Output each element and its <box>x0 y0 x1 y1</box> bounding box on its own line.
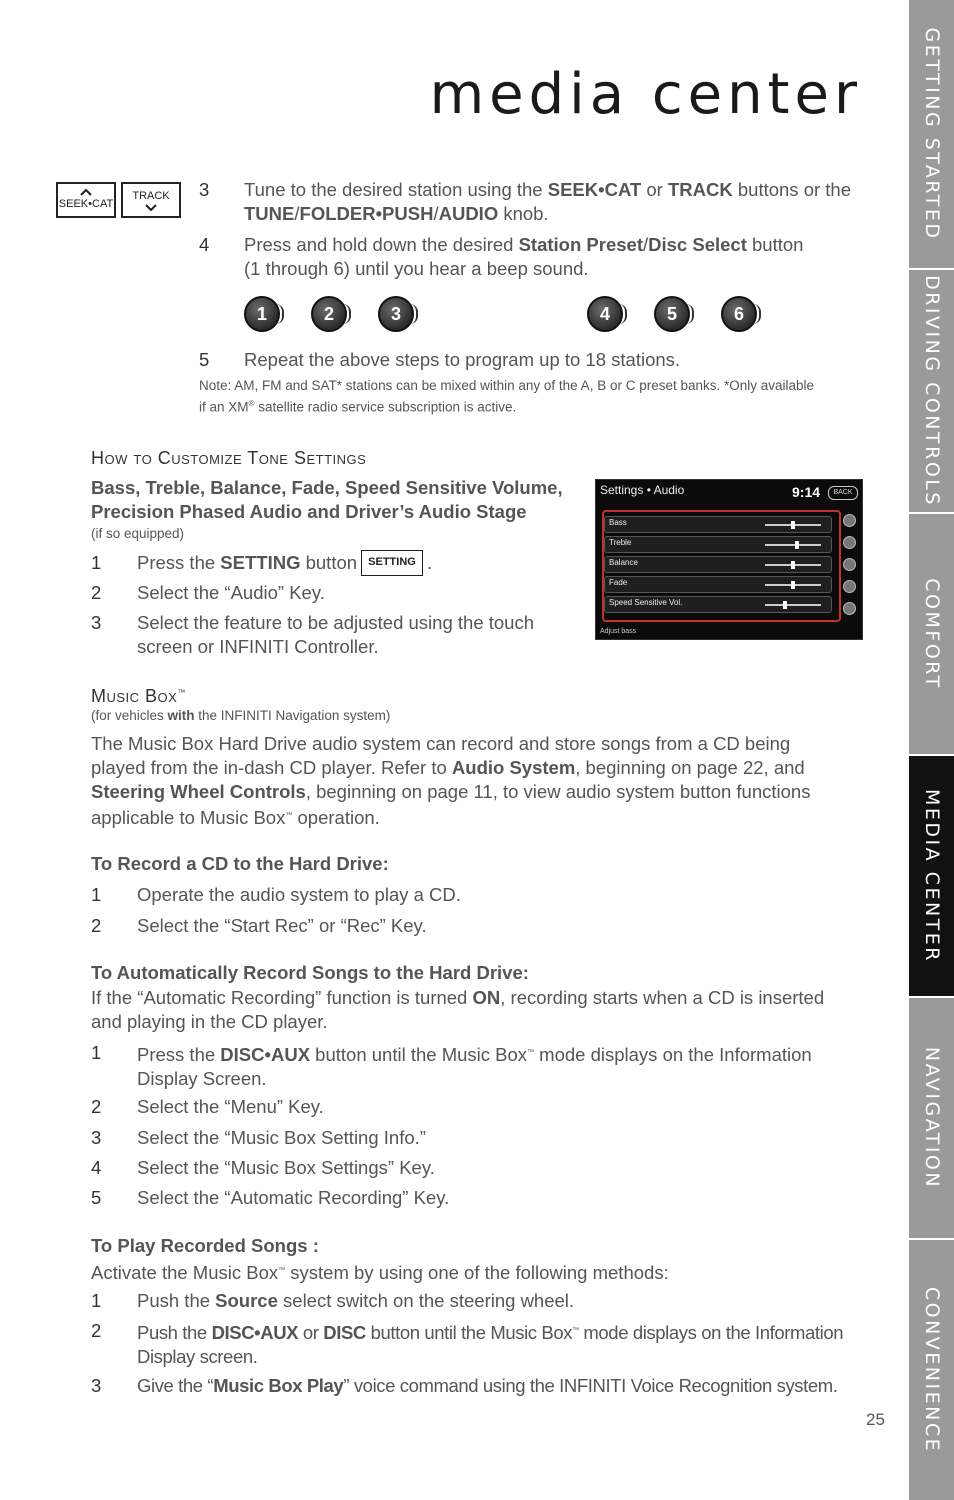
step-number: 2 <box>91 1320 102 1341</box>
tab-navigation[interactable] <box>909 998 954 1238</box>
text: button until the Music Box <box>310 1044 528 1066</box>
text: TUNE <box>244 203 295 224</box>
text: AUDIO <box>438 203 499 224</box>
page-title: media center <box>429 62 862 127</box>
record-step-1: Operate the audio system to play a CD. <box>137 884 461 905</box>
step-number: 1 <box>91 552 102 573</box>
text: or <box>641 179 668 200</box>
chevron-up-icon <box>79 188 93 196</box>
auto-record-heading: To Automatically Record Songs to the Hard Drive: <box>91 962 529 983</box>
row-label: Treble <box>609 538 632 547</box>
text: SETTING <box>220 552 301 573</box>
text: , beginning on page 22, and <box>575 757 805 778</box>
step-number: 3 <box>199 179 210 200</box>
equipped-note: (if so equipped) <box>91 526 185 541</box>
tone-subheading <box>91 476 563 524</box>
preset-6-icon: 6 <box>721 296 757 332</box>
text: ON <box>472 987 501 1008</box>
text: Push the <box>137 1290 216 1311</box>
screen-row-bass <box>604 516 832 533</box>
text: Select the feature to be adjusted using the touch <box>137 612 535 633</box>
text: Disc Select <box>648 234 747 255</box>
text: buttons or the <box>732 179 852 200</box>
screen-row-balance <box>604 556 832 573</box>
text: Activate the Music Box <box>91 1262 279 1284</box>
auto-step-3: Select the “Music Box Setting Info.” <box>137 1127 426 1148</box>
tab-label: GETTING STARTED <box>920 27 943 241</box>
page-number: 25 <box>866 1410 885 1429</box>
text: DISC <box>323 1322 366 1344</box>
slider-knob <box>791 521 795 529</box>
slider-knob <box>791 581 795 589</box>
period: . <box>427 552 433 573</box>
text: Source <box>215 1290 278 1311</box>
text: SEEK•CAT <box>547 179 642 200</box>
step-number: 4 <box>199 234 210 255</box>
trademark: ™ <box>278 1267 286 1274</box>
text: button <box>746 234 804 255</box>
slider-track <box>765 524 821 526</box>
text: DISC•AUX <box>220 1044 311 1066</box>
step-number: 5 <box>199 349 210 370</box>
text: Station Preset <box>518 234 643 255</box>
text: , recording starts when a CD is inserted <box>500 987 825 1008</box>
step-3-text <box>244 178 884 226</box>
text: The Music Box Hard Drive audio system can record and store songs from a CD being <box>91 733 791 754</box>
text: button until the Music Box <box>365 1322 573 1344</box>
step-number: 5 <box>91 1187 102 1208</box>
play-paragraph <box>91 1259 881 1285</box>
scroll-dot-icon <box>843 536 856 549</box>
text: Steering Wheel Controls <box>91 781 306 802</box>
trademark: ™ <box>527 1049 535 1056</box>
text: select switch on the steering wheel. <box>277 1290 575 1311</box>
note <box>199 377 879 417</box>
screen-title: Settings • Audio <box>600 483 685 497</box>
text: Audio System <box>451 757 576 778</box>
scroll-dot-icon <box>843 580 856 593</box>
play-step-3 <box>137 1374 882 1398</box>
seek-cat-label: SEEK•CAT <box>58 198 114 210</box>
track-button-icon <box>121 182 181 218</box>
auto-step-5: Select the “Automatic Recording” Key. <box>137 1187 450 1208</box>
trademark: ™ <box>285 812 293 819</box>
text: Press the <box>137 1044 221 1066</box>
setting-label: SETTING <box>368 556 416 568</box>
preset-1-icon: 1 <box>244 296 280 332</box>
text: Press and hold down the desired <box>244 234 519 255</box>
text: Tune to the desired station using the <box>244 179 548 200</box>
tab-driving-controls[interactable] <box>909 270 954 512</box>
step-number: 3 <box>91 1375 102 1396</box>
text: Music Box Play <box>213 1375 344 1396</box>
text: Press the <box>137 552 221 573</box>
step-number: 2 <box>91 915 102 936</box>
text: (1 through 6) until you hear a beep sound. <box>244 258 589 279</box>
tone-step-2: Select the “Audio” Key. <box>137 582 325 603</box>
text: / <box>433 203 439 224</box>
text: DISC•AUX <box>211 1322 299 1344</box>
slider-track <box>765 584 821 586</box>
trademark: ™ <box>177 688 186 697</box>
text: mode displays on the Information <box>534 1044 812 1066</box>
step-number: 2 <box>91 1096 102 1117</box>
chevron-down-icon <box>144 203 158 211</box>
preset-5-icon: 5 <box>654 296 690 332</box>
music-box-vehicles-note <box>91 707 390 725</box>
tone-step-3 <box>137 611 567 659</box>
text: or <box>298 1322 324 1344</box>
step-number: 2 <box>91 582 102 603</box>
slider-track <box>765 564 821 566</box>
text: Give the “ <box>137 1375 214 1396</box>
step-number: 1 <box>91 884 102 905</box>
text: , beginning on page 11, to view audio system button functions <box>305 781 811 802</box>
text: If the “Automatic Recording” function is turned <box>91 987 473 1008</box>
audio-settings-screenshot <box>595 479 863 640</box>
slider-track <box>765 604 821 606</box>
row-label: Bass <box>609 518 627 527</box>
text: ” voice command using the INFINITI Voice Recognition system. <box>343 1375 838 1396</box>
screen-footer: Adjust bass <box>600 628 637 635</box>
screen-row-fade <box>604 576 832 593</box>
text: played from the in-dash CD player. Refer to <box>91 757 452 778</box>
row-label: Balance <box>609 558 638 567</box>
step-number: 3 <box>91 612 102 633</box>
auto-step-1 <box>137 1041 877 1091</box>
record-heading: To Record a CD to the Hard Drive: <box>91 853 389 874</box>
text: button <box>300 552 358 573</box>
step-4-text <box>244 233 884 281</box>
step-number: 1 <box>91 1290 102 1311</box>
preset-3-icon: 3 <box>378 296 414 332</box>
text: Display Screen. <box>137 1068 267 1090</box>
text: Bass, Treble, Balance, Fade, Speed Sensitive Volume, <box>91 477 563 498</box>
seek-cat-button-icon <box>56 182 116 218</box>
tab-label: NAVIGATION <box>920 1046 943 1190</box>
text: knob. <box>498 203 549 224</box>
text: operation. <box>292 807 380 829</box>
tab-getting-started[interactable] <box>909 0 954 268</box>
text: the INFINITI Navigation system) <box>194 708 391 723</box>
record-step-2: Select the “Start Rec” or “Rec” Key. <box>137 915 427 936</box>
row-label: Speed Sensitive Vol. <box>609 598 683 607</box>
music-box-heading <box>91 686 186 707</box>
text: satellite radio service subscription is active. <box>254 399 517 415</box>
scroll-up-icon <box>843 514 856 527</box>
step-number: 3 <box>91 1127 102 1148</box>
step-number: 1 <box>91 1042 102 1063</box>
scroll-dot-icon <box>843 558 856 571</box>
screen-row-treble <box>604 536 832 553</box>
music-box-paragraph <box>91 732 881 830</box>
text: Note: AM, FM and SAT* stations can be mixed within any of the A, B or C preset banks. *Only available <box>199 378 815 393</box>
text: Music Box <box>91 686 178 706</box>
preset-4-icon: 4 <box>587 296 623 332</box>
row-label: Fade <box>609 578 628 587</box>
text: if an XM <box>199 399 249 415</box>
text: Push the <box>137 1322 212 1344</box>
slider-track <box>765 544 821 546</box>
tab-comfort[interactable] <box>909 514 954 754</box>
text: and playing in the CD player. <box>91 1011 328 1032</box>
step-number: 4 <box>91 1157 102 1178</box>
auto-record-paragraph <box>91 986 881 1034</box>
play-step-2 <box>137 1319 882 1369</box>
track-label: TRACK <box>132 190 170 202</box>
text: with <box>167 708 195 723</box>
screen-clock: 9:14 <box>792 484 821 500</box>
text: Precision Phased Audio and Driver’s Audio Stage <box>91 501 527 522</box>
tab-label: DRIVING CONTROLS <box>920 275 943 507</box>
screen-back-button: BACK <box>828 486 858 500</box>
step-5-text: Repeat the above steps to program up to 18 stations. <box>244 349 681 370</box>
tab-label: CONVENIENCE <box>920 1286 943 1454</box>
text: (for vehicles <box>91 708 168 723</box>
text: screen or INFINITI Controller. <box>137 636 379 657</box>
screen-scrollbar <box>843 510 857 618</box>
tab-media-center[interactable] <box>909 756 954 996</box>
text: / <box>294 203 300 224</box>
text: mode displays on the Information <box>578 1322 844 1344</box>
tab-convenience[interactable] <box>909 1240 954 1500</box>
tone-heading: How to Customize Tone Settings <box>91 448 367 468</box>
auto-step-2: Select the “Menu” Key. <box>137 1096 324 1117</box>
auto-step-4: Select the “Music Box Settings” Key. <box>137 1157 435 1178</box>
text: TRACK <box>667 179 733 200</box>
text: Display screen. <box>137 1346 258 1368</box>
slider-knob <box>783 601 787 609</box>
text: system by using one of the following methods: <box>285 1262 669 1284</box>
slider-knob <box>795 541 799 549</box>
text: applicable to Music Box <box>91 807 286 829</box>
tab-label: COMFORT <box>920 578 943 690</box>
play-heading: To Play Recorded Songs : <box>91 1235 319 1256</box>
registered-mark: ® <box>248 399 255 408</box>
play-step-1 <box>137 1289 574 1313</box>
text: / <box>643 234 649 255</box>
setting-button-icon <box>361 550 423 576</box>
preset-2-icon: 2 <box>311 296 347 332</box>
screen-row-speed-sensitive <box>604 596 832 613</box>
tab-label: MEDIA CENTER <box>920 789 943 963</box>
slider-knob <box>791 561 795 569</box>
trademark: ™ <box>572 1327 579 1334</box>
scroll-down-icon <box>843 602 856 615</box>
tone-step-1 <box>137 551 357 575</box>
text: FOLDER•PUSH <box>299 203 434 224</box>
